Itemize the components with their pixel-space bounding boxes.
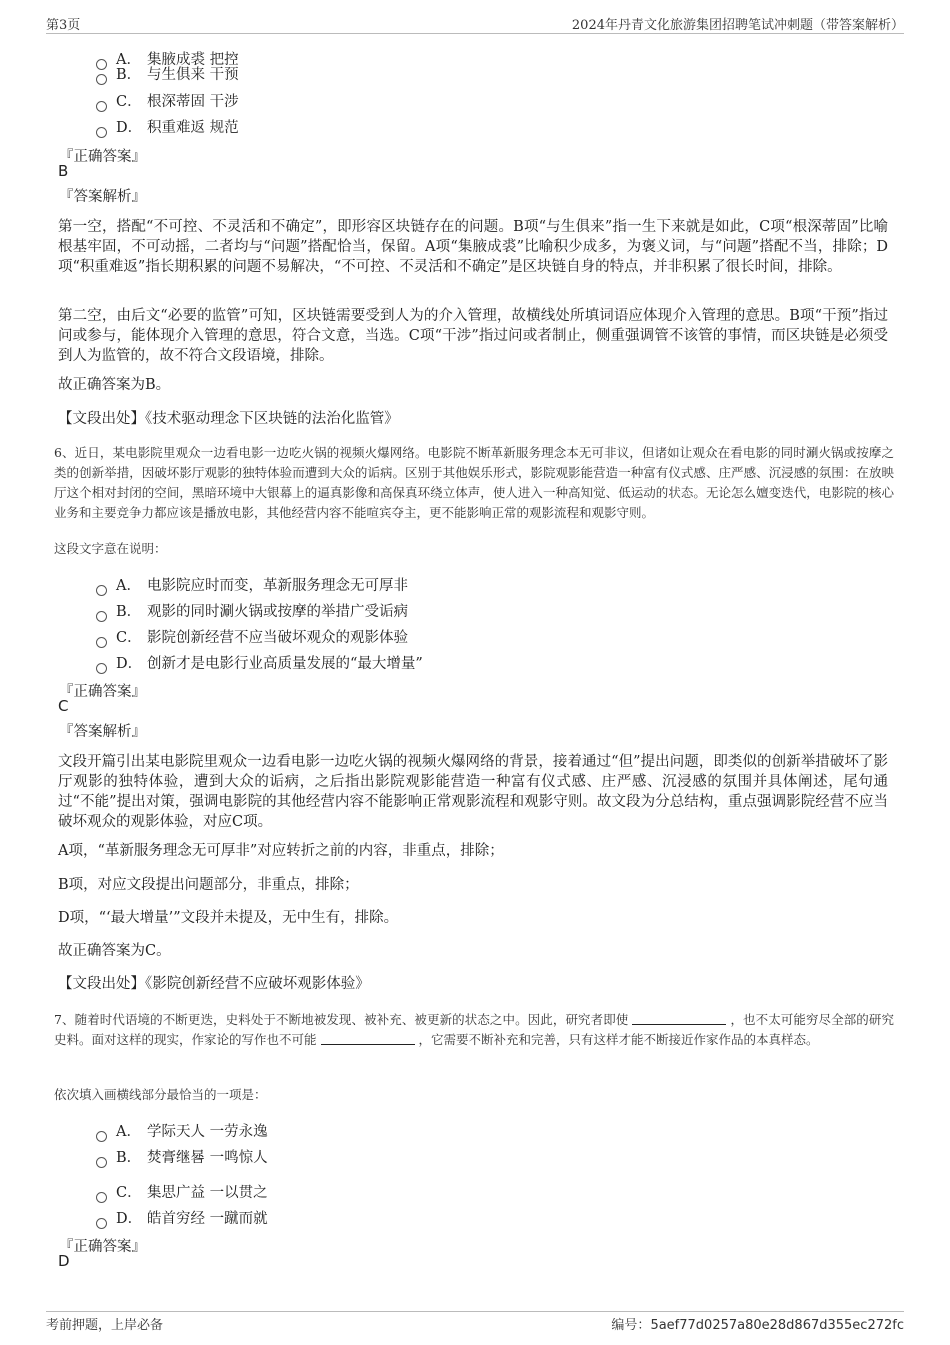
- radio-icon[interactable]: [96, 127, 107, 138]
- q7-option-a[interactable]: A． 学际天人 一劳永逸: [96, 1120, 268, 1140]
- q5-option-d[interactable]: D． 积重难返 规范: [96, 116, 239, 136]
- footer-divider: [46, 1311, 904, 1312]
- q6-option-c[interactable]: C． 影院创新经营不应当破坏观众的观影体验: [96, 626, 408, 646]
- q5-source: 【文段出处】《技术驱动理念下区块链的法治化监管》: [58, 411, 399, 427]
- q7-answer-label: 『正确答案』: [59, 1239, 146, 1255]
- footer-code: 编号：5aef77d0257a80e28d867d355ec272fc: [611, 1318, 904, 1333]
- q6-prompt: 这段文字意在说明：: [54, 541, 167, 556]
- radio-icon[interactable]: [96, 1192, 107, 1203]
- q6-analysis-b: B项，对应文段提出问题部分，非重点，排除；: [58, 877, 359, 893]
- q7-prompt: 依次填入画横线部分最恰当的一项是：: [54, 1087, 267, 1102]
- header-divider: [46, 33, 904, 34]
- radio-icon[interactable]: [96, 74, 107, 85]
- q5-analysis-conclusion: 故正确答案为B。: [58, 377, 171, 393]
- q6-option-a[interactable]: A． 电影院应时而变，革新服务理念无可厚非: [96, 574, 408, 594]
- q5-analysis-p2: 第二空，由后文“必要的监管”可知，区块链需要受到人为的介入管理，故横线处所填词语应体现介入管理的意思。B项“干预”指过问或参与，能体现介入管理的意思，符合文意，当选。C项“干涉”指过问或者制止，侧重强调管不该管的事情，而区块链是必须受到人为监管的，故不符合文段语境，排除。: [58, 308, 888, 364]
- q6-analysis-p1: 文段开篇引出某电影院里观众一边看电影一边吃火锅的视频火爆网络的背景，接着通过“但”提出问题，即类似的创新举措破坏了影厅观影的独特体验，遭到大众的诟病，之后指出影院观影能营造一种富有仪式感、庄严感、沉浸感的氛围并具体阐述，尾句通过“不能”提出对策，强调电影院的其他经营内容不能影响正常观影流程和观影守则。故文段为分总结构，重点强调影院经营不应当破坏观众的观影体验，对应C项。: [58, 754, 888, 830]
- page-footer: [46, 1314, 904, 1332]
- q6-analysis-d: D项，“‘最大增量’”文段并未提及，无中生有，排除。: [58, 910, 399, 926]
- footer-slogan: 考前押题，上岸必备: [46, 1318, 164, 1333]
- q5-option-a[interactable]: A． 集腋成裘 把控: [96, 48, 239, 68]
- q6-analysis-a: A项，“革新服务理念无可厚非”对应转折之前的内容，非重点，排除；: [58, 843, 504, 859]
- radio-icon[interactable]: [96, 637, 107, 648]
- fill-blank-2[interactable]: [321, 1032, 415, 1045]
- q6-option-d[interactable]: D． 创新才是电影行业高质量发展的“最大增量”: [96, 652, 423, 672]
- radio-icon[interactable]: [96, 663, 107, 674]
- radio-icon[interactable]: [96, 611, 107, 622]
- document-title: 2024年丹青文化旅游集团招聘笔试冲刺题（带答案解析）: [571, 18, 904, 33]
- fill-blank-1[interactable]: [632, 1012, 726, 1025]
- page-number: 第3页: [46, 18, 81, 33]
- q5-answer: B: [58, 162, 69, 180]
- q6-analysis-conclusion: 故正确答案为C。: [58, 943, 171, 959]
- radio-icon[interactable]: [96, 585, 107, 596]
- q6-source: 【文段出处】《影院创新经营不应破坏观影体验》: [58, 976, 370, 992]
- q7-option-d[interactable]: D． 皓首穷经 一蹴而就: [96, 1207, 268, 1227]
- radio-icon[interactable]: [96, 1157, 107, 1168]
- q7-option-c[interactable]: C． 集思广益 一以贯之: [96, 1181, 268, 1201]
- radio-icon[interactable]: [96, 101, 107, 112]
- q5-analysis-label: 『答案解析』: [59, 189, 146, 205]
- q6-option-b[interactable]: B． 观影的同时涮火锅或按摩的举措广受诟病: [96, 600, 408, 620]
- radio-icon[interactable]: [96, 1218, 107, 1229]
- q5-option-c[interactable]: C． 根深蒂固 干涉: [96, 90, 239, 110]
- q6-answer-label: 『正确答案』: [59, 684, 146, 700]
- q7-answer: D: [58, 1252, 70, 1270]
- q6-answer: C: [58, 697, 69, 715]
- q5-option-b[interactable]: B． 与生俱来 干预: [96, 63, 239, 83]
- q6-stem: 6、近日，某电影院里观众一边看电影一边吃火锅的视频火爆网络。电影院不断革新服务理念本无可非议，但诸如让观众在看电影的同时涮火锅或按摩之类的创新举措，因破坏影厅观影的独特体验而遭到大众的诟病。区别于其他娱乐形式，影院观影能营造一种富有仪式感、庄严感、沉浸感的氛围：在放映厅这个相对封闭的空间，黑暗环境中大银幕上的逼真影像和高保真环绕立体声，使人进入一种高知觉、低运动的状态。无论怎么嬗变迭代，电影院的核心业务和主要竞争力都应该是播放电影，其他经营内容不能喧宾夺主，更不能影响正常的观影流程和观影守则。: [54, 445, 894, 520]
- q6-analysis-label: 『答案解析』: [59, 724, 146, 740]
- page-header: [46, 14, 904, 32]
- q5-answer-label: 『正确答案』: [59, 149, 146, 165]
- q7-stem: 7、随着时代语境的不断更迭，史料处于不断地被发现、被补充、被更新的状态之中。因此，研究者即使 ，也不太可能穷尽全部的研究史料。面对这样的现实，作家论的写作也不可能 ，它需要不断补充和完善，只有这样才能不断接近作家作品的本真样态。: [54, 1012, 894, 1047]
- q7-option-b[interactable]: B． 焚膏继晷 一鸣惊人: [96, 1146, 268, 1166]
- radio-icon[interactable]: [96, 1131, 107, 1142]
- q5-analysis-p1: 第一空，搭配“不可控、不灵活和不确定”，即形容区块链存在的问题。B项“与生俱来”指一生下来就是如此，C项“根深蒂固”比喻根基牢固，不可动摇，二者均与“问题”搭配恰当，保留。A项“集腋成裘”比喻积少成多，为褒义词，与“问题”搭配不当，排除；D项“积重难返”指长期积累的问题不易解决，“不可控、不灵活和不确定”是区块链自身的特点，并非积累了很长时间，排除。: [58, 219, 888, 275]
